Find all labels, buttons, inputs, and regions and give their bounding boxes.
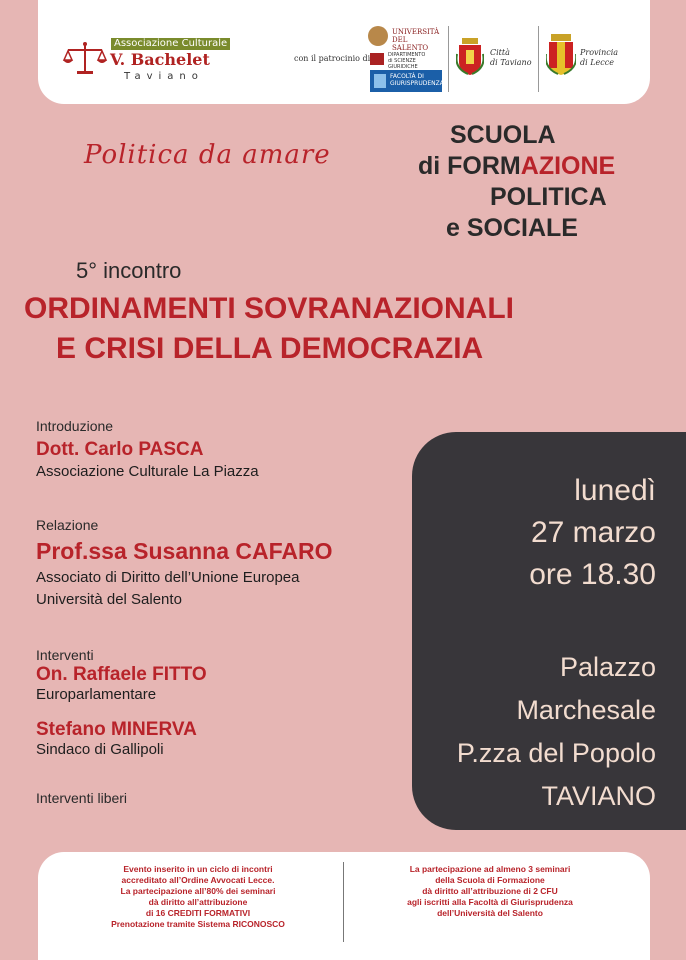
lecce-label-line1: Provincia xyxy=(580,48,619,57)
relation-affiliation-line1: Associato di Diritto dell’Unione Europea xyxy=(36,569,300,586)
header-divider xyxy=(538,26,539,92)
lecce-crest-icon xyxy=(546,34,576,76)
scales-of-justice-icon xyxy=(62,40,108,76)
intro-affiliation: Associazione Culturale La Piazza xyxy=(36,463,259,480)
relation-speaker: Prof.ssa Susanna CAFARO xyxy=(36,538,333,564)
event-place-line4: TAVIANO xyxy=(541,781,656,811)
intro-speaker: Dott. Carlo PASCA xyxy=(36,439,204,460)
lecce-label-line2: di Lecce xyxy=(580,58,614,67)
footer-right-line: dà diritto all’attribuzione di 2 CFU xyxy=(422,886,558,896)
footer-banner xyxy=(38,852,650,960)
footer-left-line: accreditato all’Ordine Avvocati Lecce. xyxy=(121,875,275,885)
university-name-line1: UNIVERSITÀ xyxy=(392,28,440,36)
footer-right-line: La partecipazione ad almeno 3 seminari xyxy=(409,864,571,874)
university-logo xyxy=(368,26,444,52)
school-title-line4: e SOCIALE xyxy=(446,214,578,242)
faculty-line1: FACOLTÀ DI xyxy=(390,73,424,80)
free-interventions: Interventi liberi xyxy=(36,790,128,806)
event-date: 27 marzo xyxy=(530,516,656,549)
relation-affiliation-line2: Università del Salento xyxy=(36,591,182,608)
school-title-line2: di FORMAZIONE xyxy=(418,152,616,180)
university-seal-icon xyxy=(368,26,388,46)
event-where xyxy=(457,646,656,818)
meeting-title-line2: E CRISI DELLA DEMOCRAZIA xyxy=(56,332,484,365)
intro-label: Introduzione xyxy=(36,418,114,434)
tagline: Politica da amare xyxy=(84,140,331,170)
intervention-affiliation-2: Sindaco di Gallipoli xyxy=(36,741,164,758)
school-title-highlight: AZIONE xyxy=(520,152,616,180)
department-book-icon xyxy=(370,53,384,65)
department-line1: DIPARTIMENTO xyxy=(388,52,426,58)
school-title-line1: SCUOLA xyxy=(450,121,556,149)
school-title-line3: POLITICA xyxy=(490,183,607,211)
footer-left-line: dà diritto all’attribuzione xyxy=(148,897,248,907)
event-time: ore 18.30 xyxy=(529,558,656,591)
footer-left-line: di 16 CREDITI FORMATIVI xyxy=(145,908,251,918)
event-place-line2: Marchesale xyxy=(516,695,656,725)
event-when xyxy=(529,470,656,596)
faculty-building-icon xyxy=(374,74,386,88)
footer-right-line: dell’Università del Salento xyxy=(437,908,543,918)
event-place-line3: P.zza del Popolo xyxy=(456,738,656,768)
footer-credits-note xyxy=(78,864,318,930)
event-place-line1: Palazzo xyxy=(559,652,656,682)
association-name: V. Bachelet xyxy=(110,50,210,69)
footer-left-line: Prenotazione tramite Sistema RICONOSCO xyxy=(111,919,285,929)
university-name-line2: DEL SALENTO xyxy=(392,36,429,52)
association-logo xyxy=(62,34,242,88)
footer-right-line: agli iscritti alla Facoltà di Giurisprudenza xyxy=(407,897,573,907)
intervention-speaker-1: On. Raffaele FITTO xyxy=(36,664,207,685)
interventions-label: Interventi xyxy=(36,647,94,663)
footer-left-line: Evento inserito in un ciclo di incontri xyxy=(123,864,273,874)
department-logo xyxy=(370,51,444,70)
header-divider xyxy=(448,26,449,92)
association-city: Taviano xyxy=(124,71,204,82)
intervention-speaker-2: Stefano MINERVA xyxy=(36,719,197,740)
patronage-label: con il patrocinio di xyxy=(294,54,371,63)
meeting-number: 5° incontro xyxy=(76,258,182,283)
meeting-title-line1: ORDINAMENTI SOVRANAZIONALI xyxy=(24,292,514,325)
faculty-line2: GIURISPRUDENZA xyxy=(390,80,444,87)
association-type: Associazione Culturale xyxy=(111,38,230,50)
footer-right-line: della Scuola di Formazione xyxy=(435,875,545,885)
relation-label: Relazione xyxy=(36,517,99,533)
event-day: lunedì xyxy=(574,474,656,507)
footer-divider xyxy=(343,862,344,942)
taviano-label-line2: di Taviano xyxy=(490,58,532,67)
department-line2: di SCIENZE GIURIDICHE xyxy=(388,58,418,70)
taviano-crest-icon xyxy=(456,38,484,76)
footer-cfu-note xyxy=(370,864,610,919)
intervention-affiliation-1: Europarlamentare xyxy=(36,686,157,703)
footer-left-line: La partecipazione all’80% dei seminari xyxy=(120,886,276,896)
taviano-label-line1: Città xyxy=(490,48,510,57)
faculty-logo xyxy=(370,70,442,92)
